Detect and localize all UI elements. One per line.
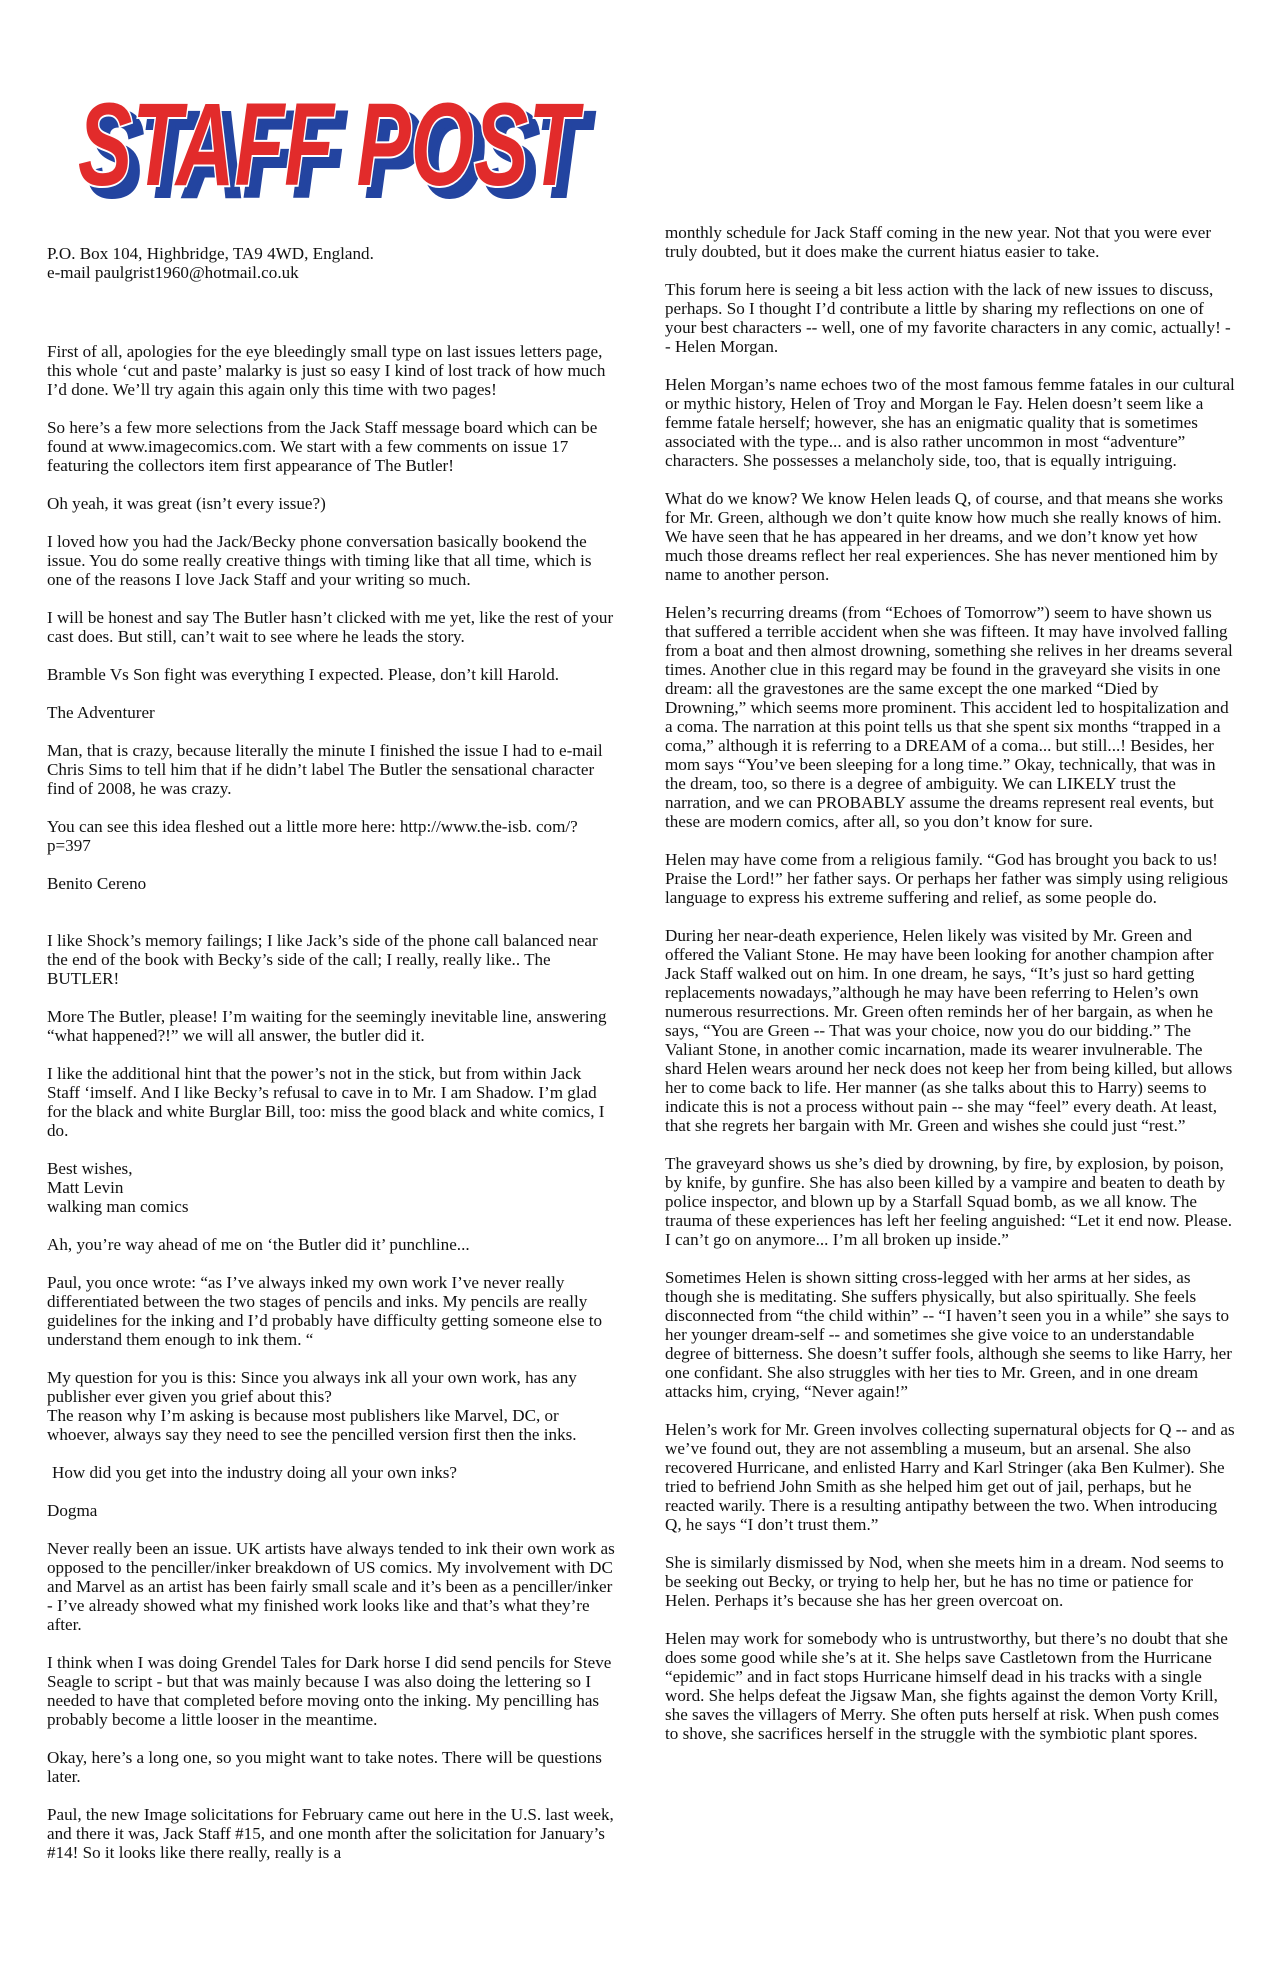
- letter-signoff: Best wishes,: [47, 1159, 133, 1178]
- logo-shadow: STAFF POST: [88, 89, 595, 221]
- letter-signature: walking man comics: [47, 1197, 189, 1216]
- letter-paragraph: monthly schedule for Jack Staff coming in the new year. Not that you were ever truly doubted, but it does make the current hiatus easier to take.: [665, 223, 1212, 261]
- postal-address: P.O. Box 104, Highbridge, TA9 4WD, England.: [47, 244, 374, 263]
- reply-paragraph: Never really been an issue. UK artists have always tended to ink their own work as opposed to the penciller/inker breakdown of US comics. My involvement with DC and Marvel as an artist has been fairly small scale and it’s been as a penciller/inker - I’ve already showed what my finished work looks like and that’s what they’re after.: [47, 1539, 615, 1634]
- letter-paragraph: Sometimes Helen is shown sitting cross-legged with her arms at her sides, as though she is meditating. She suffers physically, but also spiritually. She feels disconnected from “the child within” -- “I haven’t seen you in a while” she says to her younger dream-self -- and sometimes she give voice to an understandable degree of bitterness. She doesn’t suffer fools, although she seems to like Harry, her one confidant. She also struggles with her ties to Mr. Green, and in one dream attacks him, crying, “Never again!”: [665, 1268, 1232, 1401]
- letter-signature: Dogma: [47, 1501, 98, 1520]
- letter-paragraph: The graveyard shows us she’s died by drowning, by fire, by explosion, by poison, by knife, by gunfire. She has also been killed by a vampire and beaten to death by police inspector, and blown up by a Starfall Squad bomb, as we all know. The trauma of these experiences has left her feeling anguished: “Let it end now. Please. I can’t go on anymore... I’m all broken up inside.”: [665, 1154, 1233, 1249]
- letter-signature: Matt Levin: [47, 1178, 124, 1197]
- letter-paragraph: I like the additional hint that the power’s not in the stick, but from within Jack Staff ‘imself. And I like Becky’s refusal to cave in to Mr. I am Shadow. I’m glad for the black and white Burglar Bill, too: miss the good black and white comics, I do.: [47, 1064, 605, 1140]
- reply-paragraph: Okay, here’s a long one, so you might want to take notes. There will be questions later.: [47, 1748, 602, 1786]
- letter-paragraph: So here’s a few more selections from the Jack Staff message board which can be found at www.imagecomics.com. We start with a few comments on issue 17 featuring the collectors item first appearance of The Butler!: [47, 418, 598, 475]
- letter-paragraph: What do we know? We know Helen leads Q, of course, and that means she works for Mr. Green, although we don’t quite know how much she really knows of him. We have seen that he has appeared in her dreams, and we don’t know yet how much those dreams reflect her real experiences. She has never mentioned him by name to another person.: [665, 489, 1223, 584]
- letter-signature: Benito Cereno: [47, 874, 147, 893]
- letter-paragraph: I like Shock’s memory failings; I like Jack’s side of the phone call balanced near the end of the book with Becky’s side of the call; I really, really like.. The BUTLER!: [47, 931, 598, 988]
- letter-paragraph: The reason why I’m asking is because most publishers like Marvel, DC, or whoever, always say they need to see the pencilled version first then the inks.: [47, 1406, 577, 1444]
- letter-paragraph: Helen may have come from a religious family. “God has brought you back to us! Praise the Lord!” her father says. Or perhaps her father was simply using religious language to express his extreme suffering and relief, as some people do.: [665, 850, 1228, 907]
- letter-paragraph: Helen’s recurring dreams (from “Echoes of Tomorrow”) seem to have shown us that suffered a terrible accident when she was fifteen. It may have involved falling from a boat and then almost drowning, something she relives in her dreams several times. Another clue in this regard may be found in the graveyard she visits in one dream: all the gravestones are the same except the one marked “Died by Drowning,” which seems more prominent. This accident led to hospitalization and a coma. The narration at this point tells us that she spent six months “trapped in a coma,” although it is referring to a DREAM of a coma... but still...! Besides, her mom says “You’ve been sleeping for a long time.” Okay, technically, that was in the dream, too, so there is a degree of ambiguity. We can LIKELY trust the narration, and we can PROBABLY assume the dreams represent real events, but these are modern comics, after all, so you don’t know for sure.: [665, 603, 1233, 831]
- letter-signature: The Adventurer: [47, 703, 155, 722]
- letter-paragraph: During her near-death experience, Helen likely was visited by Mr. Green and offered the Valiant Stone. He may have been looking for another champion after Jack Staff walked out on him. In one dream, he says, “It’s just so hard getting replacements nowadays,”although he may have been referring to Helen’s own numerous resurrections. Mr. Green often reminds her of her bargain, as when he says, “You are Green -- That was your choice, now you do our bidding.” The Valiant Stone, in another comic incarnation, made its wearer invulnerable. The shard Helen wears around her neck does not keep her from being killed, but allows her to come back to life. Her manner (as she talks about this to Harry) seems to indicate this is not a process without pain -- she may “feel” every death. At least, that she regrets her bargain with Mr. Green and wishes she could just “rest.”: [665, 926, 1233, 1135]
- letter-paragraph: She is similarly dismissed by Nod, when she meets him in a dream. Nod seems to be seeking out Becky, or trying to help her, but he has no time or patience for Helen. Perhaps it’s because she has her green overcoat on.: [665, 1553, 1224, 1610]
- reply-paragraph: Ah, you’re way ahead of me on ‘the Butler did it’ punchline...: [47, 1235, 470, 1254]
- letter-paragraph: Paul, the new Image solicitations for February came out here in the U.S. last week, and there it was, Jack Staff #15, and one month after the solicitation for January’s #14! So it looks like there really, really is a: [47, 1805, 614, 1862]
- email-address: e-mail paulgrist1960@hotmail.co.uk: [47, 263, 299, 282]
- letter-paragraph: Helen’s work for Mr. Green involves collecting supernatural objects for Q -- and as we’ve found out, they are not assembling a museum, but an arsenal. She also recovered Hurricane, and enlisted Harry and Karl Stringer (aka Ben Kulmer). She tried to befriend John Smith as she helped him get out of jail, perhaps, but he reacted warily. There is a resulting antipathy between the two. When introducing Q, he says “I don’t trust them.”: [665, 1420, 1235, 1534]
- staff-post-logo: [50, 52, 605, 222]
- right-column: [665, 223, 1235, 1743]
- letter-paragraph: I will be honest and say The Butler hasn’t clicked with me yet, like the rest of your cast does. But still, can’t wait to see where he leads the story.: [47, 608, 614, 646]
- reply-paragraph: You can see this idea fleshed out a little more here: http://www.the-isb. com/?p=397: [47, 817, 578, 855]
- letter-paragraph: Paul, you once wrote: “as I’ve always inked my own work I’ve never really differentiated between the two stages of pencils and inks. My pencils are really guidelines for the inking and I’d probably have difficulty getting someone else to understand them enough to ink them. “: [47, 1273, 603, 1349]
- logo-text: STAFF POST: [78, 79, 585, 211]
- letter-paragraph: Helen Morgan’s name echoes two of the most famous femme fatales in our cultural or mythic history, Helen of Troy and Morgan le Fay. Helen doesn’t seem like a femme fatale herself; however, she has an enigmatic quality that is sometimes associated with the type... and is also rather uncommon in most “adventure” characters. She possesses a melancholy side, too, that is equally intriguing.: [665, 375, 1235, 470]
- letter-paragraph: My question for you is this: Since you always ink all your own work, has any publisher ever given you grief about this?: [47, 1368, 577, 1406]
- reply-paragraph: I think when I was doing Grendel Tales for Dark horse I did send pencils for Steve Seagle to script - but that was mainly because I was also doing the lettering so I needed to have that completed before moving onto the inking. My pencilling has probably become a little looser in the meantime.: [47, 1653, 612, 1729]
- letter-paragraph: I loved how you had the Jack/Becky phone conversation basically bookend the issue. You do some really creative things with timing like that all time, which is one of the reasons I love Jack Staff and your writing so much.: [47, 532, 592, 589]
- letter-paragraph: How did you get into the industry doing all your own inks?: [52, 1463, 457, 1482]
- left-column: [47, 244, 617, 1862]
- letter-paragraph: This forum here is seeing a bit less action with the lack of new issues to discuss, perhaps. So I thought I’d contribute a little by sharing my reflections on one of your best characters -- well, one of my favorite characters in any comic, actually! -- Helen Morgan.: [665, 280, 1231, 356]
- letter-paragraph: First of all, apologies for the eye bleedingly small type on last issues letters page, this whole ‘cut and paste’ malarky is just so easy I kind of lost track of how much I’d done. We’ll try again this again only this time with two pages!: [47, 342, 606, 399]
- letter-paragraph: More The Butler, please! I’m waiting for the seemingly inevitable line, answering “what happened?!” we will all answer, the butler did it.: [47, 1007, 607, 1045]
- reply-paragraph: Man, that is crazy, because literally the minute I finished the issue I had to e-mail Chris Sims to tell him that if he didn’t label The Butler the sensational character find of 2008, he was crazy.: [47, 741, 603, 798]
- letter-paragraph: Oh yeah, it was great (isn’t every issue?): [47, 494, 326, 513]
- letter-paragraph: Bramble Vs Son fight was everything I expected. Please, don’t kill Harold.: [47, 665, 560, 684]
- letter-paragraph: Helen may work for somebody who is untrustworthy, but there’s no doubt that she does some good while she’s at it. She helps save Castletown from the Hurricane “epidemic” and in fact stops Hurricane himself dead in his tracks with a single word. She helps defeat the Jigsaw Man, she fights against the demon Vorty Krill, she saves the villagers of Merry. She often puts herself at risk. When push comes to shove, she sacrifices herself in the struggle with the symbiotic plant spores.: [665, 1629, 1228, 1743]
